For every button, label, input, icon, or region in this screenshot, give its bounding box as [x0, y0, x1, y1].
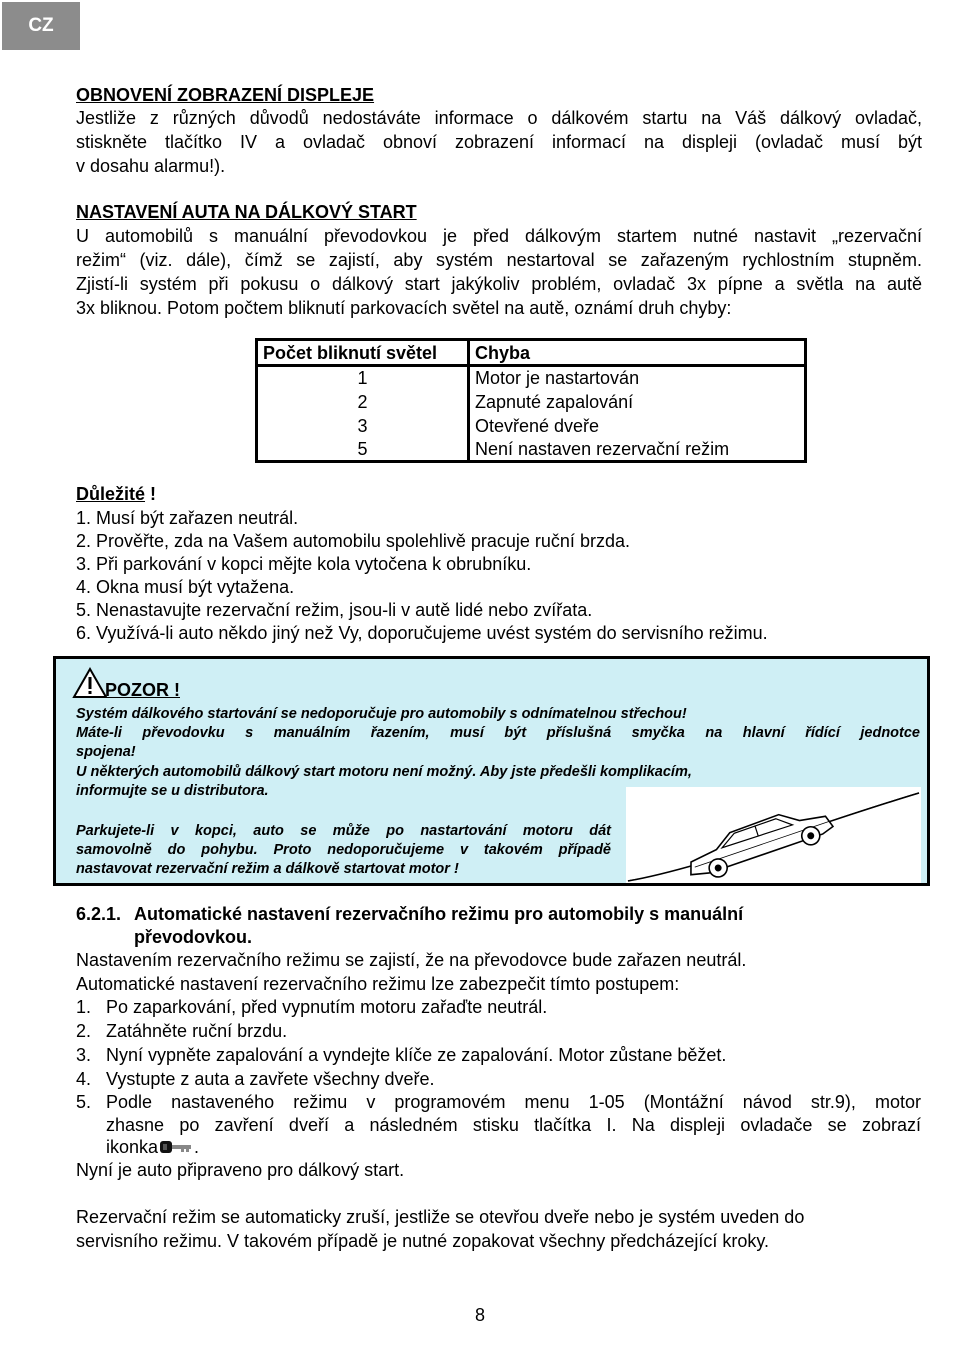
column-header-flash-count: Počet bliknutí světel [257, 340, 469, 366]
warning-title: POZOR ! [105, 680, 180, 700]
car-on-slope-illustration [626, 787, 921, 883]
paragraph-line: Automatické nastavení rezervačního režimu lze zabezpečit tímto postupem: [76, 974, 680, 994]
step-text-with-icon [106, 1136, 199, 1158]
step-number: 2. [76, 1021, 92, 1041]
warning-line: U některých automobilů dálkový start motoru není možný. Aby jste předešli komplikacím, [76, 764, 692, 780]
table-row [257, 366, 806, 390]
warning-line: Parkujete-li v kopci, auto se může po nastartování motoru dát [76, 823, 611, 839]
table-row [257, 438, 806, 462]
warning-line: samovolně do pohybu. Proto nedoporučujeme v takovém případě [76, 842, 611, 858]
step-number: 5. [76, 1092, 92, 1112]
warning-box [53, 656, 930, 886]
warning-triangle-icon [72, 667, 108, 699]
list-item: 5. Nenastavujte rezervační režim, jsou-li v autě lidé nebo zvířata. [76, 600, 593, 620]
table-header-row [257, 340, 806, 366]
paragraph-line: v dosahu alarmu!). [76, 156, 226, 176]
step-text: Zatáhněte ruční brzdu. [106, 1021, 288, 1041]
error-cell: Není nastaven rezervační režim [469, 438, 806, 462]
paragraph-line: Nastavením rezervačního režimu se zajistí, že na převodovce bude zařazen neutrál. [76, 950, 747, 970]
section-title: Automatické nastavení rezervačního režimu pro automobily s manuální [134, 904, 744, 924]
section-title-continued: převodovkou. [134, 927, 253, 947]
warning-line: informujte se u distributora. [76, 783, 269, 799]
flash-count-cell: 5 [257, 438, 469, 462]
paragraph-line: 3x bliknou. Potom počtem bliknutí parkovacích světel na autě, oznámí druh chyby: [76, 298, 732, 318]
step-text: Po zaparkování, před vypnutím motoru zařaďte neutrál. [106, 997, 548, 1017]
warning-line: nastavovat rezervační režim a dálkově startovat motor ! [76, 861, 459, 877]
step-number: 4. [76, 1069, 92, 1089]
warning-line: spojena! [76, 744, 136, 760]
important-title-suffix: ! [145, 484, 157, 504]
list-item: 2. Prověřte, zda na Vašem automobilu spolehlivě pracuje ruční brzda. [76, 531, 630, 551]
step-number: 1. [76, 997, 92, 1017]
list-item: 6. Využívá-li auto někdo jiný než Vy, doporučujeme uvést systém do servisního režimu. [76, 623, 768, 643]
list-item: 3. Při parkování v kopci mějte kola vytočena k obrubníku. [76, 554, 532, 574]
list-item: 4. Okna musí být vytažena. [76, 577, 295, 597]
paragraph-line: Jestliže z různých důvodů nedostáváte informace o dálkovém startu na Váš dálkový ovladač, [76, 108, 922, 128]
paragraph-line: U automobilů s manuální převodovkou je před dálkovým startem nutné nastavit „rezervační [76, 226, 922, 246]
flash-count-cell: 3 [257, 414, 469, 438]
error-cell: Zapnuté zapalování [469, 390, 806, 414]
important-heading [76, 483, 922, 505]
flash-count-cell: 2 [257, 390, 469, 414]
paragraph-line: Zjistí-li systém při pokusu o dálkový start jakýkoliv problém, ovladač 3x pípne a světla na autě [76, 274, 922, 294]
language-tab: CZ [2, 2, 80, 50]
paragraph-line: stiskněte tlačítko IV a ovladač obnoví zobrazení informací na displeji (ovladač musí být [76, 132, 922, 152]
paragraph-line: režim“ (viz. dále), čímž se zajistí, aby systém nestartoval se zařazeným rychlostním stupněm. [76, 250, 922, 270]
flash-count-cell: 1 [257, 366, 469, 390]
step-text: Podle nastaveného režimu v programovém menu 1-05 (Montážní návod str.9), motor [106, 1092, 921, 1112]
step-text: zhasne po zavření dveří a následném stisku tlačítka I. Na displeji ovladače se zobrazí [106, 1115, 921, 1135]
step-text-end: . [194, 1137, 200, 1157]
table-row [257, 390, 806, 414]
table-row [257, 414, 806, 438]
paragraph-line: servisního režimu. V takovém případě je nutné zopakovat všechny předcházející kroky. [76, 1231, 770, 1251]
list-item: 1. Musí být zařazen neutrál. [76, 508, 299, 528]
paragraph-line: Rezervační režim se automaticky zruší, jestliže se otevřou dveře nebo je systém uveden do [76, 1207, 805, 1227]
step-text: Vystupte z auta a zavřete všechny dveře. [106, 1069, 435, 1089]
section-title-remote-start: NASTAVENÍ AUTA NA DÁLKOVÝ START [76, 202, 417, 222]
column-header-error: Chyba [469, 340, 806, 366]
paragraph-line: Nyní je auto připraveno pro dálkový start. [76, 1160, 405, 1180]
warning-line: Máte-li převodovku s manuálním řazením, musí být příslušná smyčka na hlavní řídící jednotce [76, 725, 920, 741]
warning-line: Systém dálkového startování se nedoporučuje pro automobily s odnímatelnou střechou! [76, 706, 687, 722]
error-code-table [255, 338, 807, 463]
step-text: Nyní vypněte zapalování a vyndejte klíče ze zapalování. Motor zůstane běžet. [106, 1045, 727, 1065]
step-text: ikonka [106, 1137, 159, 1157]
section-number: 6.2.1. [76, 904, 122, 924]
page-number: 8 [474, 1305, 485, 1325]
error-cell: Motor je nastartován [469, 366, 806, 390]
error-cell: Otevřené dveře [469, 414, 806, 438]
key-icon [159, 1138, 193, 1156]
step-number: 3. [76, 1045, 92, 1065]
important-title: Důležité [76, 484, 146, 504]
section-title-display-refresh: OBNOVENÍ ZOBRAZENÍ DISPLEJE [76, 85, 375, 105]
